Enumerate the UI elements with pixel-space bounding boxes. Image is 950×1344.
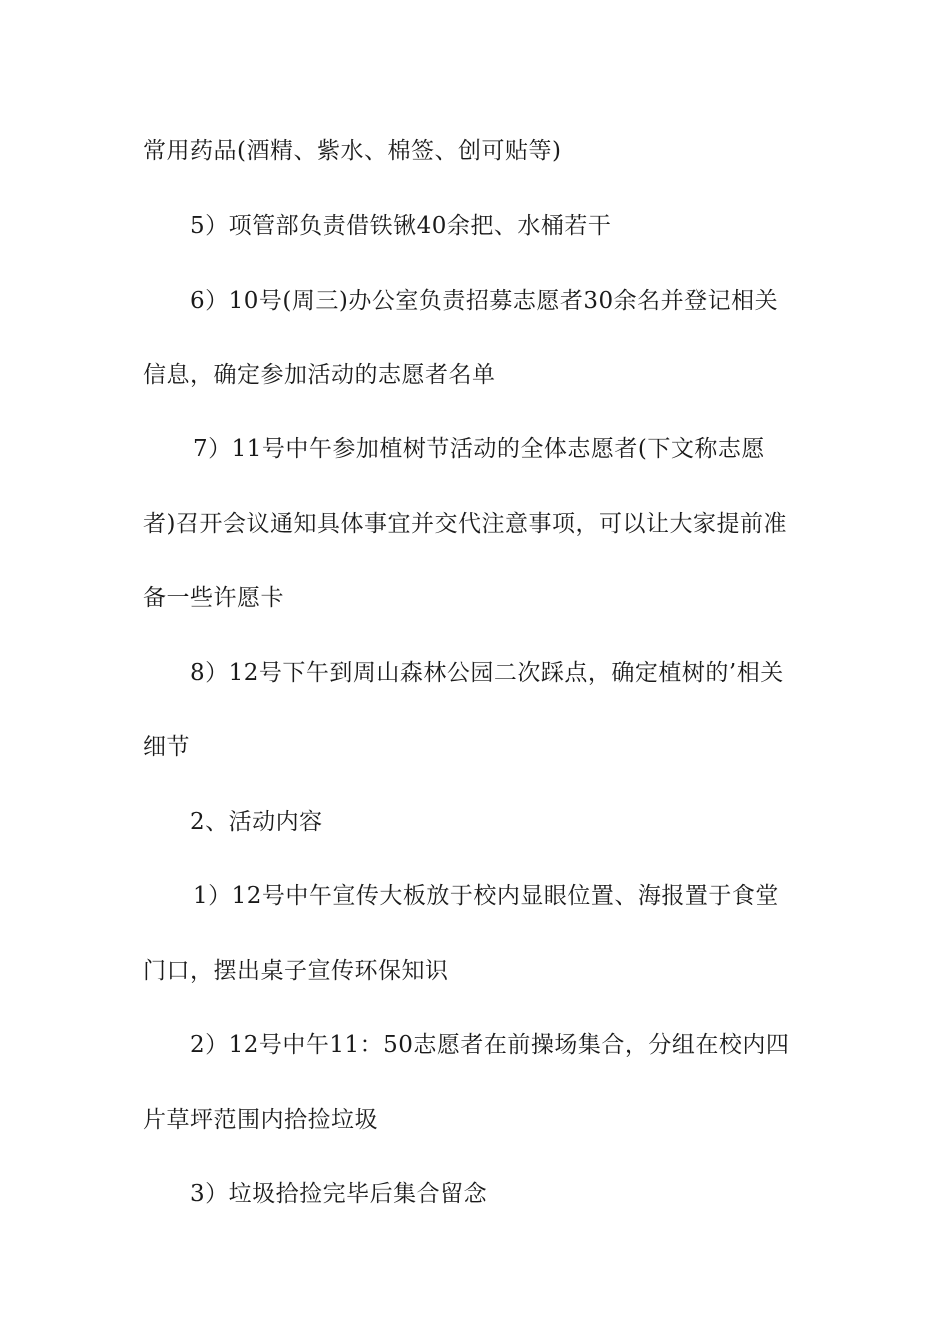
text-line: 常用药品(酒精、紫水、棉签、创可贴等)	[143, 138, 562, 164]
list-item-3: 3）垃圾拾捡完毕后集合留念	[190, 1181, 488, 1207]
list-item-7: 7）11号中午参加植树节活动的全体志愿者(下文称志愿	[193, 436, 765, 462]
list-item-5: 5）项管部负责借铁锹40余把、水桶若干	[190, 213, 612, 239]
text-line: 备一些许愿卡	[143, 585, 284, 611]
section-heading: 2、活动内容	[190, 809, 323, 835]
text-line: 者)召开会议通知具体事宜并交代注意事项，可以让大家提前准	[143, 511, 787, 537]
list-item-8: 8）12号下午到周山森林公园二次踩点，确定植树的’相关	[190, 660, 784, 686]
list-item-1: 1）12号中午宣传大板放于校内显眼位置、海报置于食堂	[193, 883, 779, 909]
list-item-2: 2）12号中午11：50志愿者在前操场集合，分组在校内四	[190, 1032, 790, 1058]
text-line: 门口，摆出桌子宣传环保知识	[143, 958, 449, 984]
text-line: 细节	[143, 734, 190, 760]
text-line: 片草坪范围内拾捡垃圾	[143, 1107, 378, 1133]
list-item-6: 6）10号(周三)办公室负责招募志愿者30余名并登记相关	[190, 288, 779, 314]
text-line: 信息，确定参加活动的志愿者名单	[143, 362, 496, 388]
